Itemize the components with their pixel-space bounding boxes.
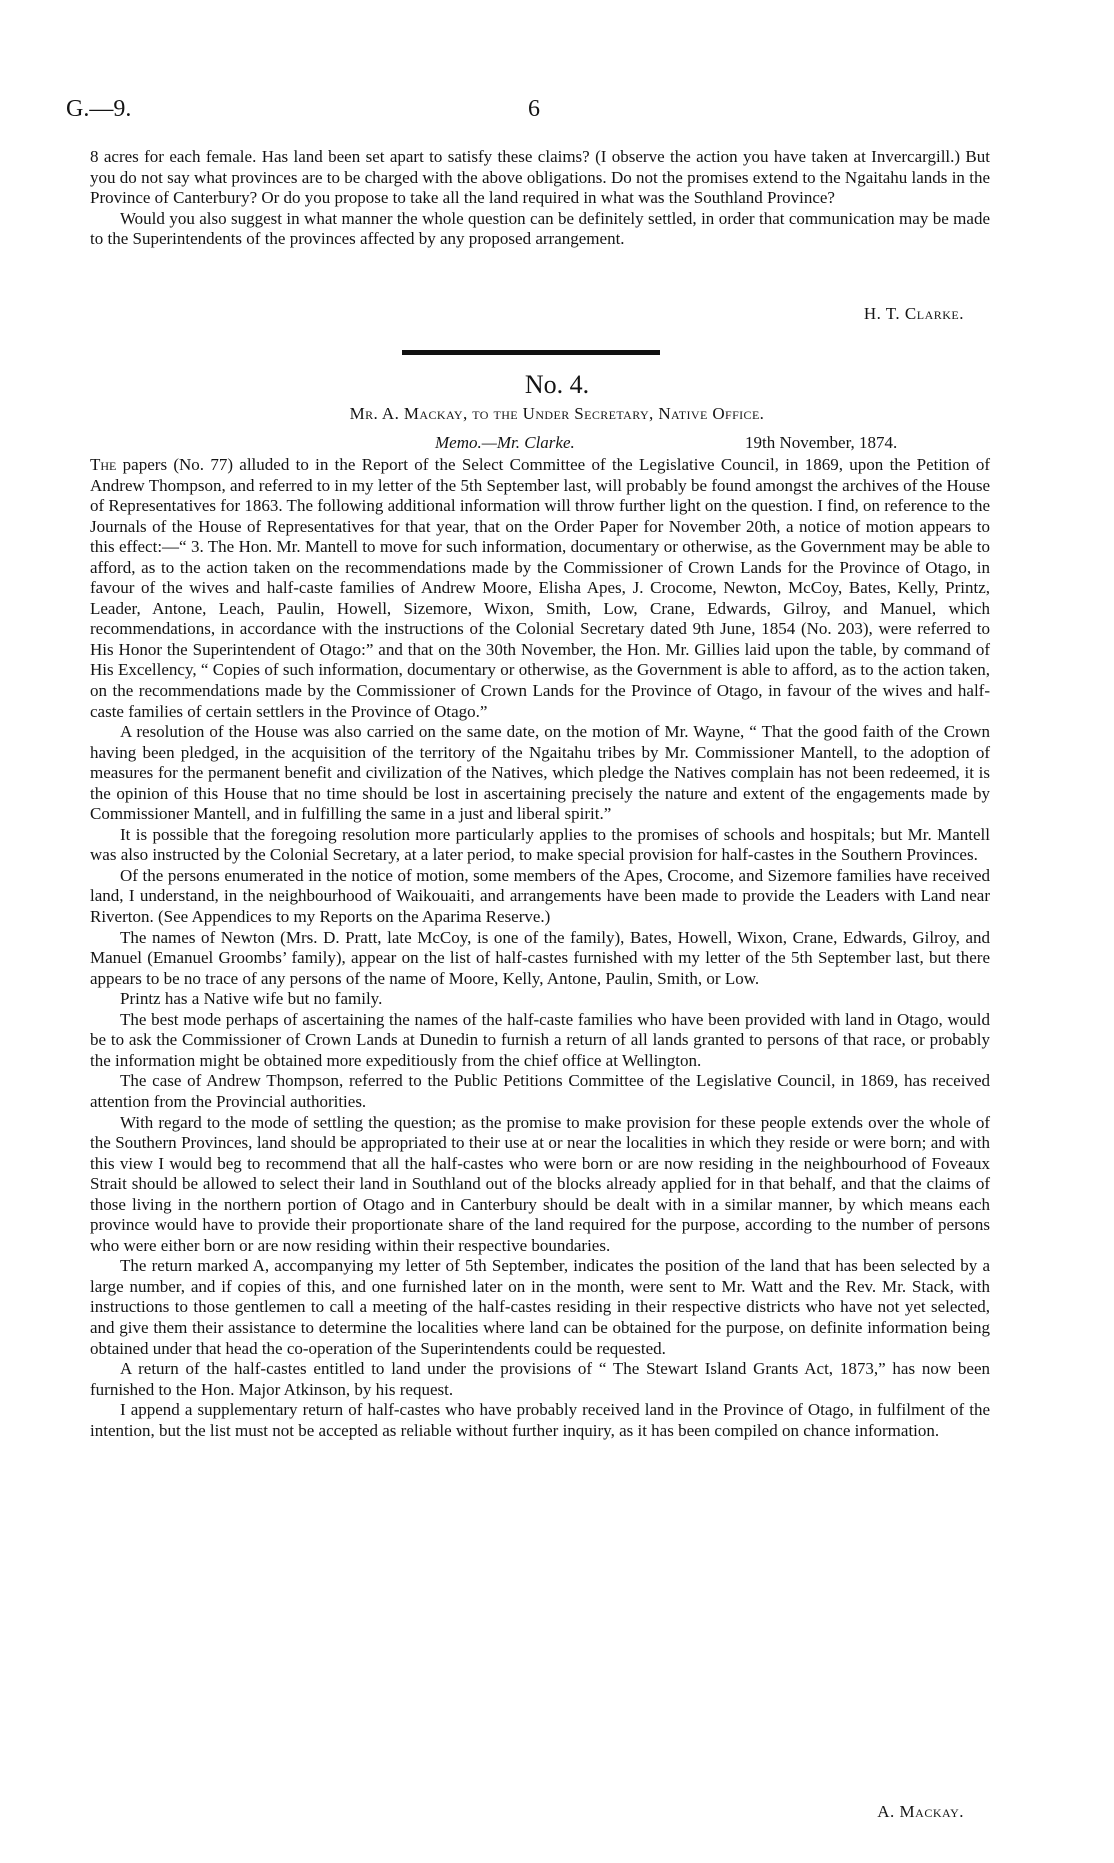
memo-body — [90, 455, 990, 1441]
paragraph: 8 acres for each female. Has land been set apart to satisfy these claims? (I observe the action you have taken at Invercargill.) But you do not say what provinces are to be charged with the above obligations. Do not the promises extend to the Ngaitahu lands in the Province of Canterbury? Or do you propose to take all the land required in what was the Southland Province? — [90, 147, 990, 208]
memo-date: 19th November, 1874. — [745, 433, 898, 452]
paragraph: With regard to the mode of settling the question; as the promise to make provision for these people extends over the whole of the Southern Provinces, land should be appropriated to their use at or near the localities in which they reside or were born; and with this view I would beg to recommend that all the half-castes who were born or are now residing in the neighbourhood of Foveaux Strait should be allowed to select their land in Southland out of the blocks already applied for in that behalf, and that the claims of those living in the northern portion of Otago and in Canterbury should be dealt with in a similar manner, by which means each province would have to provide their proportionate share of the land required for the purpose, according to the number of persons who were either born or are now residing within their respective boundaries. — [90, 1112, 990, 1255]
signature-clarke: H. T. Clarke. — [863, 304, 964, 323]
page-number: 6 — [528, 96, 540, 122]
section-divider — [402, 350, 660, 355]
signature-block — [90, 1802, 990, 1822]
paragraph: Would you also suggest in what manner the whole question can be definitely settled, in order that communication may be made to the Superintendents of the provinces affected by any proposed arrangement. — [90, 208, 990, 249]
lead-word: The — [90, 455, 117, 474]
paragraph: Of the persons enumerated in the notice of motion, some members of the Apes, Crocome, and Sizemore families have received land, I understand, in the neighbourhood of Waikouaiti, and arrangements have been made to provide the Leaders with Land near Riverton. (See Appendices to my Reports on the Aparima Reserve.) — [90, 865, 990, 927]
paragraph: A return of the half-castes entitled to land under the provisions of “ The Stewart Island Grants Act, 1873,” has now been furnished to the Hon. Major Atkinson, by his request. — [90, 1359, 990, 1399]
signature-mackay: A. Mackay. — [877, 1802, 964, 1821]
paragraph: It is possible that the foregoing resolution more particularly applies to the promises of schools and hospitals; but Mr. Mantell was also instructed by the Colonial Secretary, at a later period, to make special provision for half-castes in the Southern Provinces. — [90, 824, 990, 865]
paragraph: The case of Andrew Thompson, referred to the Public Petitions Committee of the Legislative Council, in 1869, has received attention from the Provincial authorities. — [90, 1071, 990, 1111]
paragraph: I append a supplementary return of half-castes who have probably received land in the Province of Otago, in fulfilment of the intention, but the list must not be accepted as reliable without further inquiry, as it has been compiled on chance information. — [90, 1400, 990, 1440]
section-number: No. 4. — [524, 370, 590, 399]
section-heading: Mr. A. Mackay, to the Under Secretary, Native Office. — [349, 404, 765, 423]
continued-letter — [90, 147, 990, 250]
paragraph: The return marked A, accompanying my letter of 5th September, indicates the position of the land that has been selected by a large number, and if copies of this, and one furnished later on in the month, were sent to Mr. Watt and the Rev. Mr. Stack, with instructions to those gentlemen to call a meeting of the half-castes residing in their respective districts who have not yet selected, and give them their assistance to determine the localities where land can be obtained for the purpose, on definite information being obtained under that head the co-operation of the Superintendents could be requested. — [90, 1256, 990, 1358]
memo-line — [0, 433, 1114, 455]
paragraph: The names of Newton (Mrs. D. Pratt, late McCoy, is one of the family), Bates, Howell, Wixon, Crane, Edwards, Gilroy, and Manuel (Emanuel Groombs’ family), appear on the list of half-castes furnished with my letter of the 5th September last, but there appears to be no trace of any persons of the name of Moore, Kelly, Antone, Paulin, Smith, or Low. — [90, 927, 990, 988]
running-head — [66, 96, 1001, 132]
paragraph: The best mode perhaps of ascertaining the names of the half-caste families who have been provided with land in Otago, would be to ask the Commissioner of Crown Lands at Dunedin to furnish a return of all lands granted to persons of that race, or probably the information might be obtained more expeditiously from the chief office at Wellington. — [90, 1009, 990, 1070]
paragraph — [90, 455, 990, 722]
paper-code: G.—9. — [66, 96, 132, 122]
signature-block — [90, 304, 990, 324]
paragraph: A resolution of the House was also carried on the same date, on the motion of Mr. Wayne, “ That the good faith of the Crown having been pledged, in the acquisition of the territory of the Ngaitahu tribes by Mr. Commissioner Mantell, to the adoption of measures for the permanent benefit and civilization of the Natives, which pledge the Natives complain has not been redeemed, it is the opinion of this House that no time should be lost in ascertaining precisely the nature and extent of the engagements made by Commissioner Mantell, and in fulfilling the same in a just and liberal spirit.” — [90, 722, 990, 824]
memo-addressee: Memo.—Mr. Clarke. — [435, 433, 575, 452]
paragraph: Printz has a Native wife but no family. — [120, 989, 383, 1009]
paragraph-text: papers (No. 77) alluded to in the Report of the Select Committee of the Legislative Council, in 1869, upon the Petition of Andrew Thompson, and referred to in my letter of the 5th September last, will probably be found amongst the archives of the House of Representatives for 1863. The following additional information will throw further light on the question. I find, on reference to the Journals of the House of Representatives for that year, that on the Order Paper for November 20th, a notice of motion appears to this effect:—“ 3. The Hon. Mr. Mantell to move for such information, documentary or otherwise, as the Government may be able to afford, as to the action taken on the recommendations made by the Commissioner of Crown Lands for the Province of Otago, in favour of the wives and half-caste families of Andrew Moore, Elisha Apes, J. Crocome, Newton, McCoy, Bates, Kelly, Printz, Leader, Antone, Leach, Paulin, Howell, Sizemore, Wixon, Smith, Low, Crane, Edwards, Gilroy, and Manuel, which recommendations, in accordance with the instructions of the Colonial Secretary dated 9th June, 1854 (No. 203), were referred to His Honor the Superintendent of Otago:” and that on the 30th November, the Hon. Mr. Gillies laid upon the table, by command of His Excellency, “ Copies of such information, documentary or otherwise, as the Government is able to afford, as to the action taken, on the recommendations made by the Commissioner of Crown Lands for the Province of Otago, in favour of the wives and half-caste families of certain settlers in the Province of Otago.” — [90, 455, 990, 721]
